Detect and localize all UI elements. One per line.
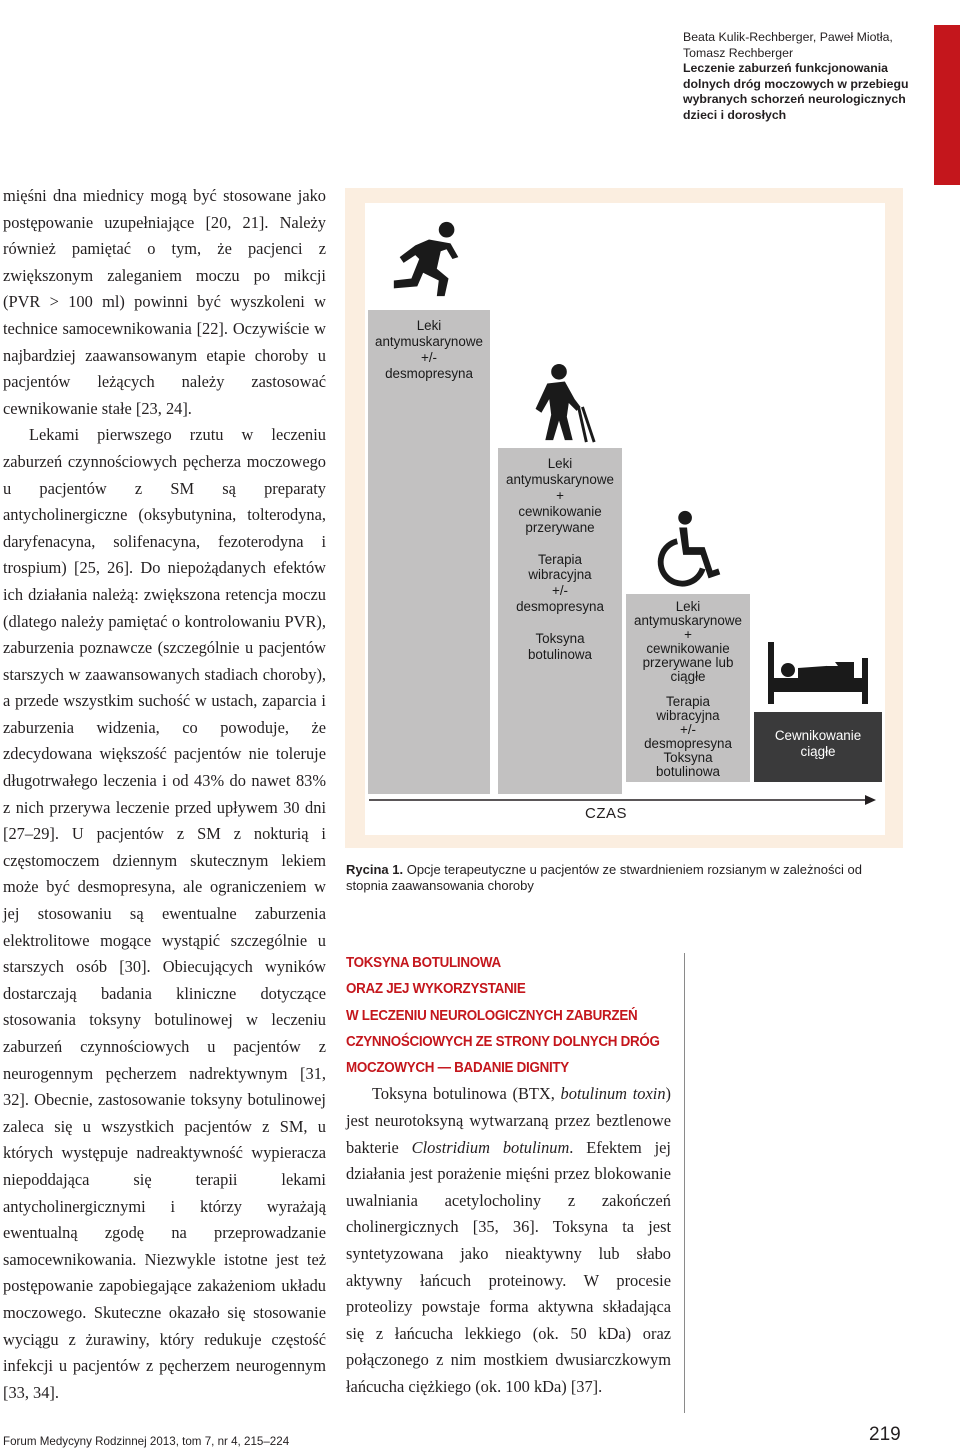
header-title-line2: dolnych dróg moczowych w przebiegu	[683, 76, 909, 91]
step-3-line: wibracyjna	[656, 708, 720, 724]
step-1-line: antymuskarynowe	[375, 333, 483, 349]
wheelchair-icon	[640, 508, 738, 592]
step-3-line: ciągłe	[670, 668, 706, 684]
step-2-line: +	[556, 487, 564, 503]
step-1-line: Leki	[416, 318, 442, 333]
header-authors-line1: Beata Kulik-Rechberger, Paweł Miotła,	[683, 30, 893, 44]
step-3-line: cewnikowanie	[646, 640, 730, 656]
step-2-line: wibracyjna	[528, 567, 592, 583]
step-2-line: +/-	[552, 583, 568, 599]
step-2-line: przerywane	[525, 519, 595, 535]
step-2-line: antymuskarynowe	[506, 471, 614, 487]
header-authors-line2: Tomasz Rechberger	[683, 45, 794, 60]
step-3-panel	[626, 594, 750, 782]
section-heading-line: W LECZENIU NEUROLOGICZNYCH ZABURZEŃ	[346, 1007, 638, 1024]
step-3-line: Toksyna	[663, 750, 713, 766]
step-3-line: +/-	[680, 722, 696, 738]
step-4-panel	[754, 712, 882, 782]
step-3-line: botulinowa	[655, 763, 721, 779]
step-3-line: +	[684, 626, 692, 642]
step-3-line: przerywane lub	[642, 654, 734, 670]
left-text-column	[3, 183, 326, 1406]
step-2-gap	[498, 615, 622, 631]
step-1-panel	[368, 310, 490, 794]
bed-icon	[766, 638, 870, 708]
figure-caption	[346, 862, 906, 893]
header-title-line1: Leczenie zaburzeń funkcjonowania	[683, 61, 888, 76]
running-person-icon	[380, 218, 478, 302]
italic-term: botulinum toxin	[560, 1084, 666, 1104]
text-run: . Efektem jej działania jest porażenie mięśni przez blokowanie uwalniania acetylocholiny z zakończeń cholinergicznych [35, 36]. Toksyna ta jest syntetyzowana jako nieaktywny lub słabo aktywny łańcuch proteinowy. W procesie proteolizy powstaje forma aktywna składająca się z łańcucha lekkiego (ok. 50 kDa) oraz połączonego z nim mostkiem dwusiarczkowym łańcucha ciężkiego (ok. 100 kDa) [37].	[346, 1137, 671, 1397]
person-with-cane-icon	[510, 362, 608, 446]
left-paragraph-1: mięśni dna miednicy mogą być stosowane jako postępowanie uzupełniające [20, 21]. Należy również pamiętać o tym, że pacjenci z zwiększonym zaleganiem moczu po mikcji (PVR > 100 ml) powinni być wyszkoleni w technice samocewnikowania [22]. Oczywiście w najbardziej zaawansowanym etapie choroby u pacjentów leżących należy zastosować cewnikowanie stałe [23, 24].	[3, 186, 326, 418]
step-2-line: Leki	[547, 456, 573, 471]
step-1-line: desmopresyna	[385, 365, 473, 381]
journal-footer: Forum Medycyny Rodzinnej 2013, tom 7, nr 4, 215–224	[3, 1435, 290, 1448]
left-paragraph-2: Lekami pierwszego rzutu w leczeniu zaburzeń czynnościowych pęcherza moczowego u pacjentów z SM są preparaty antycholinergiczne (oksybutynina, tolterodyna, daryfenacyna, solifenacyna, fezoterodyna i trospium) [25, 26]. Do niepożądanych efektów ich działania należą: zwiększona retencja moczu (dlatego należy pamiętać o kontrolowaniu PVR), zaburzenia poznawcze (szczególnie u pacjentów starszych w zaawansowanych stadiach choroby), a przede wszystkim suchość w ustach, zaparcia i zaburzenia widzenia, co powoduje, że zdecydowana większość pacjentów nie toleruje długotrwałego leczenia i od 43% do nawet 83% z nich przerywa leczenie przed upływem 30 dni [27–29]. U pacjentów z SM z nokturią i częstomoczem dziennym skutecznym lekiem może być desmopresyna, ale ograniczeniem w jej stosowaniu są ewentualne zaburzenia elektrolitowe mogące wystąpić szczególnie u starszych osób [30]. Obiecujących wyników dostarczają badania kliniczne dotyczące stosowania toksyny botulinowej w leczeniu zaburzeń czynnościowych u pacjentów z neurogennym pęcherzem nadrektywnym [31, 32]. Obecnie, zastosowanie toksyny botulinowej zaleca się u wszystkich pacjentów z SM, u których występuje nadreaktywność wypieracza niepoddająca się terapii lekami antycholinergicznymi i którzy wyrażają ewentualną zgodę na przeprowadzanie samocewnikowania. Niezwykle istotne jest też postępowanie zapobiegające zakażeniom układu moczowego. Skuteczne okazało się stosowanie wyciągu z żurawiny, który redukuje częstość infekcji u pacjentów z pęcherzem neurogennym [33, 34].	[3, 425, 326, 1402]
caption-text: Opcje terapeutyczne u pacjentów ze stwardnieniem rozsianym w zależności od stopnia zaawansowania choroby	[346, 862, 862, 893]
step-4-line: ciągłe	[800, 743, 836, 759]
step-2-line: Toksyna	[535, 631, 585, 647]
step-2-line: botulinowa	[527, 647, 593, 663]
time-axis-label: CZAS	[585, 805, 628, 822]
right-paragraph-1	[346, 1081, 671, 1400]
time-axis-arrow	[369, 795, 876, 805]
step-3-line: Terapia	[666, 694, 710, 710]
text-run: Toksyna botulinowa (BTX,	[372, 1084, 561, 1104]
step-3-line: Leki	[675, 599, 701, 614]
section-heading-line: TOKSYNA BOTULINOWA	[346, 955, 501, 971]
page-number: 219	[869, 1424, 901, 1445]
step-2-line: Terapia	[538, 551, 582, 567]
step-2-line: cewnikowanie	[518, 503, 602, 519]
step-3-line: desmopresyna	[644, 736, 732, 752]
caption-label: Rycina 1.	[346, 862, 404, 877]
column-divider	[684, 953, 685, 1413]
step-2-panel	[498, 448, 622, 794]
right-text-column	[346, 950, 671, 1401]
section-heading-line: CZYNNOŚCIOWYCH ZE STRONY DOLNYCH DRÓG	[346, 1033, 660, 1050]
step-3-line: antymuskarynowe	[634, 612, 742, 628]
section-heading-line: MOCZOWYCH — BADANIE DIGNITY	[346, 1060, 569, 1077]
header-title-line4: dzieci i dorosłych	[683, 107, 787, 122]
header-red-bar	[934, 25, 960, 185]
italic-term: Clostridium botulinum	[411, 1137, 570, 1157]
text-run: ) jest neurotoksyną wytwarzaną przez beztlenowe bakterie	[346, 1084, 671, 1157]
header-title-line3: wybranych schorzeń neurologicznych	[683, 92, 906, 107]
running-header	[683, 30, 923, 124]
step-4-line: Cewnikowanie	[774, 728, 862, 743]
step-1-line: +/-	[421, 349, 437, 365]
step-2-line: desmopresyna	[516, 599, 604, 615]
section-heading-line: ORAZ JEJ WYKORZYSTANIE	[346, 981, 526, 998]
step-2-gap	[498, 536, 622, 552]
